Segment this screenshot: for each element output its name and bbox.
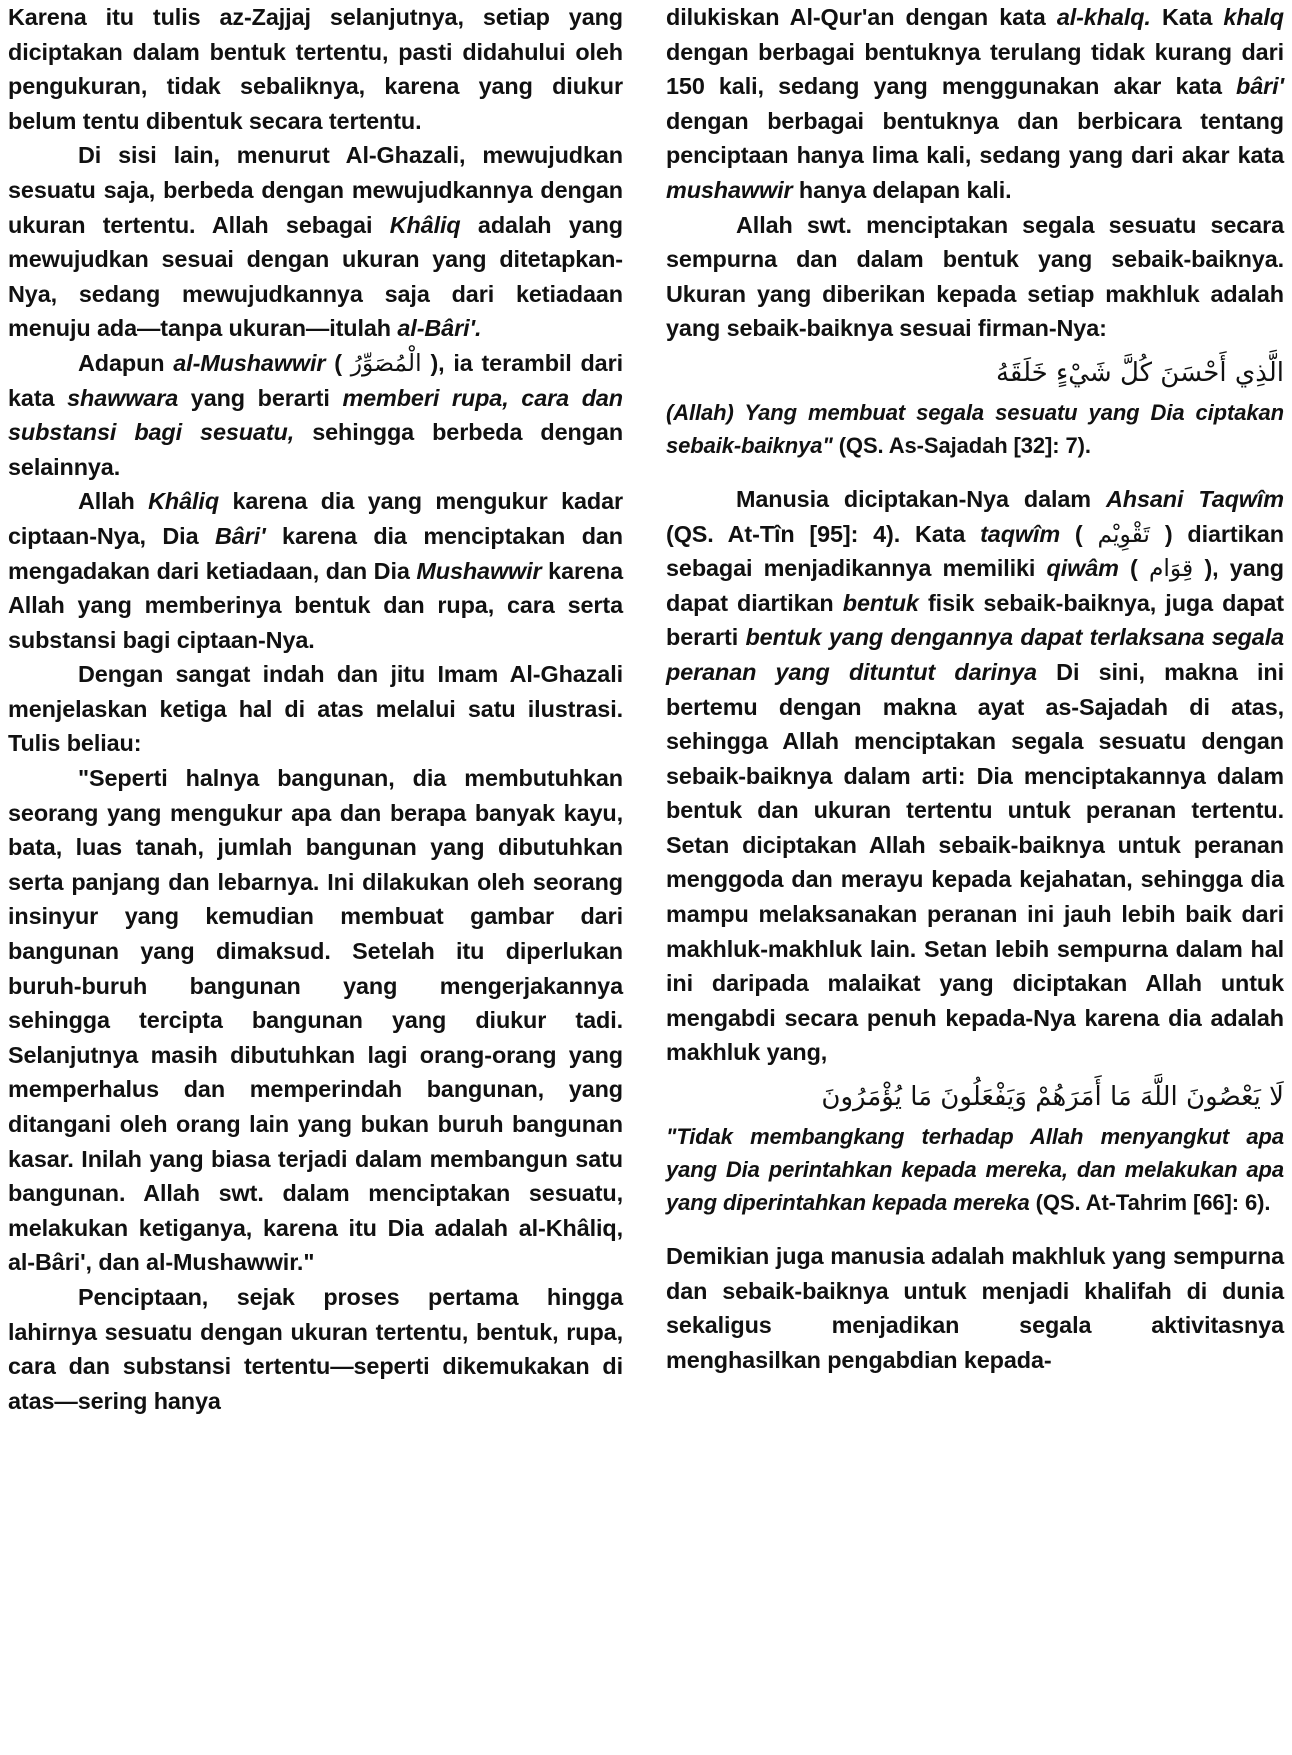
arabic-verse-sajadah: الَّذِي أَحْسَنَ كُلَّ شَيْءٍ خَلَقَهُ [995,357,1284,388]
text: Allah [78,488,149,515]
text: Karena itu tulis az-Zajjaj selanjutnya, setiap yang diciptakan dalam bentuk tertentu, pasti didahului oleh pengukuran, tidak sebaliknya, karena yang diukur belum tentu dibentuk secara tertentu. [8,4,623,134]
text: Kata [1150,4,1224,30]
term-al-bari: al-Bâri'. [397,315,482,342]
term-meaning: memberi rupa, cara dan substansi bagi sesuatu, [8,384,623,446]
verse-reference: (QS. At-Tahrim [66]: 6). [1029,1190,1271,1216]
term-ahsani-taqwim: Ahsani Taqwîm [1106,485,1284,512]
text: Demikian juga manusia adalah makhluk yang sempurna dan sebaik-baiknya untuk menjadi khalifah di dunia sekaligus menjadikan segala aktivitasnya menghasilkan pengabdian kepada- [666,1243,1284,1373]
paragraph-quote-bangunan [8,761,623,1280]
text: dengan berbagai bentuknya dan berbicara tentang penciptaan hanya lima kali, sedang yang dari akar kata [666,107,1284,169]
spacer [666,462,1284,482]
text: (QS. At-Tîn [95]: 4). Kata [666,520,981,547]
text: yang berarti [178,384,343,411]
translation-sajadah [666,396,1284,462]
term-bari: bâri' [1236,73,1284,100]
text: karena Allah yang memberinya bentuk dan rupa, cara serta substansi bagi ciptaan-Nya. [8,557,623,653]
text: dilukiskan Al-Qur'an dengan kata [666,4,1057,30]
term-mushawwir: Mushawwir [416,557,542,584]
text: karena dia yang mengukur kadar ciptaan-Nya, Dia [8,488,623,549]
verse-reference: (QS. As-Sajadah [32]: 7). [832,432,1091,458]
paragraph-penciptaan [8,1280,623,1418]
text: Allah swt. menciptakan segala sesuatu secara sempurna dan dalam bentuk yang sebaik-baiknya. Ukuran yang diberikan kepada setiap makhluk adalah yang sebaik-baiknya sesuai firman-Nya: [666,211,1284,342]
text: Di sisi lain, menurut Al-Ghazali, mewujudkan sesuatu saja, berbeda dengan mewujudkannya dengan ukuran tertentu. Allah sebagai [8,142,623,238]
term-al-mushawwir: al-Mushawwir [173,349,326,376]
text: Dengan sangat indah dan jitu Imam Al-Ghazali menjelaskan ketiga hal di atas melalui satu ilustrasi. Tulis beliau: [8,661,623,757]
text: adalah yang mewujudkan sesuai dengan ukuran yang ditetapkan-Nya, sedang mewujudkannya saja dari ketiadaan menuju ada—tanpa ukuran—itulah [8,211,623,342]
text: karena dia menciptakan dan mengadakan dari ketiadaan, dan Dia [8,522,623,584]
paragraph-sempurna [666,208,1284,346]
paragraph-zajjaj [8,0,623,138]
term-khalq: khalq [1223,4,1284,30]
left-column [8,0,623,1418]
text: ( [1060,520,1098,547]
text: Manusia diciptakan-Nya dalam [736,485,1106,512]
term-al-khalq: al-khalq. [1056,4,1151,30]
text: Di sini, makna ini bertemu dengan makna ayat as-Sajadah di atas, sehingga Allah menciptakan segala sesuatu dengan sebaik-baiknya dalam arti: Dia menciptakannya dalam bentuk dan ukuran tertentu untuk peranan tertentu. Setan diciptakan Allah sebaik-baiknya untuk peranan menggoda dan merayu kepada kejahatan, sehingga dia mampu melaksanakan peranan ini jauh lebih baik dari makhluk-makhluk lain. Setan lebih sempurna dalam hal ini daripada malaikat yang diciptakan Allah untuk mengabdi secara penuh kepada-Nya karena dia adalah makhluk yang, [666,658,1284,1066]
term-khaliq: Khâliq [148,488,220,515]
spacer [666,1219,1284,1239]
term-qiwam: qiwâm [1046,555,1119,582]
translation-text: "Tidak membangkang terhadap Allah menyangkut apa yang Dia perintahkan kepada mereka, dan melakukan apa yang diperintahkan kepada mereka [666,1124,1284,1216]
paragraph-ahsani-taqwim [666,482,1284,1070]
arabic-al-mushawwir: الْمُصَوِّرُ [350,348,422,377]
arabic-verse-tahrim: لَا يَعْصُونَ اللَّهَ مَا أَمَرَهُمْ وَيَفْعَلُونَ مَا يُؤْمَرُونَ [821,1082,1284,1113]
text: ), yang dapat diartikan [666,555,1284,616]
translation-tahrim [666,1120,1284,1219]
paragraph-al-khalq [666,0,1284,208]
text: hanya delapan kali. [792,176,1012,203]
term-shawwara: shawwara [67,384,179,411]
paragraph-manusia-khalifah [666,1239,1284,1377]
term-taqwim: taqwîm [980,520,1061,547]
term-bari: Bâri' [214,522,266,549]
paragraph-ilustrasi [8,657,623,761]
text: sehingga berbeda dengan selainnya. [8,419,624,480]
term-bentuk-peranan: bentuk yang dengannya dapat terlaksana segala peranan yang dituntut darinya [666,624,1285,685]
paragraph-ghazali [8,138,623,346]
translation-text: (Allah) Yang membuat segala sesuatu yang Dia ciptakan sebaik-baiknya" [666,399,1284,458]
arabic-taqwim: تَقْوِيْم [1097,519,1150,548]
text: ) diartikan sebagai menjadikannya memiliki [666,520,1284,582]
text: dengan berbagai bentuknya terulang tidak kurang dari 150 kali, sedang yang menggunakan akar kata [666,38,1284,100]
term-khaliq: Khâliq [389,211,461,238]
term-mushawwir: mushawwir [666,176,793,203]
text: ( [325,349,351,376]
term-bentuk: bentuk [842,589,919,616]
text: ( [1118,555,1149,582]
text: ), ia terambil dari kata [8,349,623,411]
right-column [666,0,1284,1377]
paragraph-mushawwir [8,346,623,484]
text: "Seperti halnya bangunan, dia membutuhkan seorang yang mengukur apa dan berapa banyak kayu, bata, luas tanah, jumlah bangunan yang dibutuhkan serta panjang dan lebarnya. Ini dilakukan oleh seorang insinyur yang kemudian membuat gambar dari bangunan yang dimaksud. Setelah itu diperlukan buruh-buruh bangunan yang mengerjakannya sehingga tercipta bangunan yang diukur tadi. Selanjutnya masih dibutuhkan lagi orang-orang yang memperhalus dan memperindah bangunan, yang ditangani oleh orang lain yang bukan buruh bangunan kasar. Inilah yang biasa terjadi dalam membangun satu bangunan. Allah swt. dalam menciptakan sesuatu, melakukan ketiganya, karena itu Dia adalah al-Khâliq, al-Bâri', dan al-Mushawwir." [8,765,623,1276]
text: fisik sebaik-baiknya, juga dapat berarti [666,589,1284,651]
paragraph-allah-khaliq [8,484,623,657]
arabic-qiwam: قِوَام [1148,554,1194,583]
text: Penciptaan, sejak proses pertama hingga lahirnya sesuatu dengan ukuran tertentu, bentuk, rupa, cara dan substansi tertentu—seperti dikemukakan di atas—sering hanya [8,1283,623,1414]
text: Adapun [78,349,174,376]
